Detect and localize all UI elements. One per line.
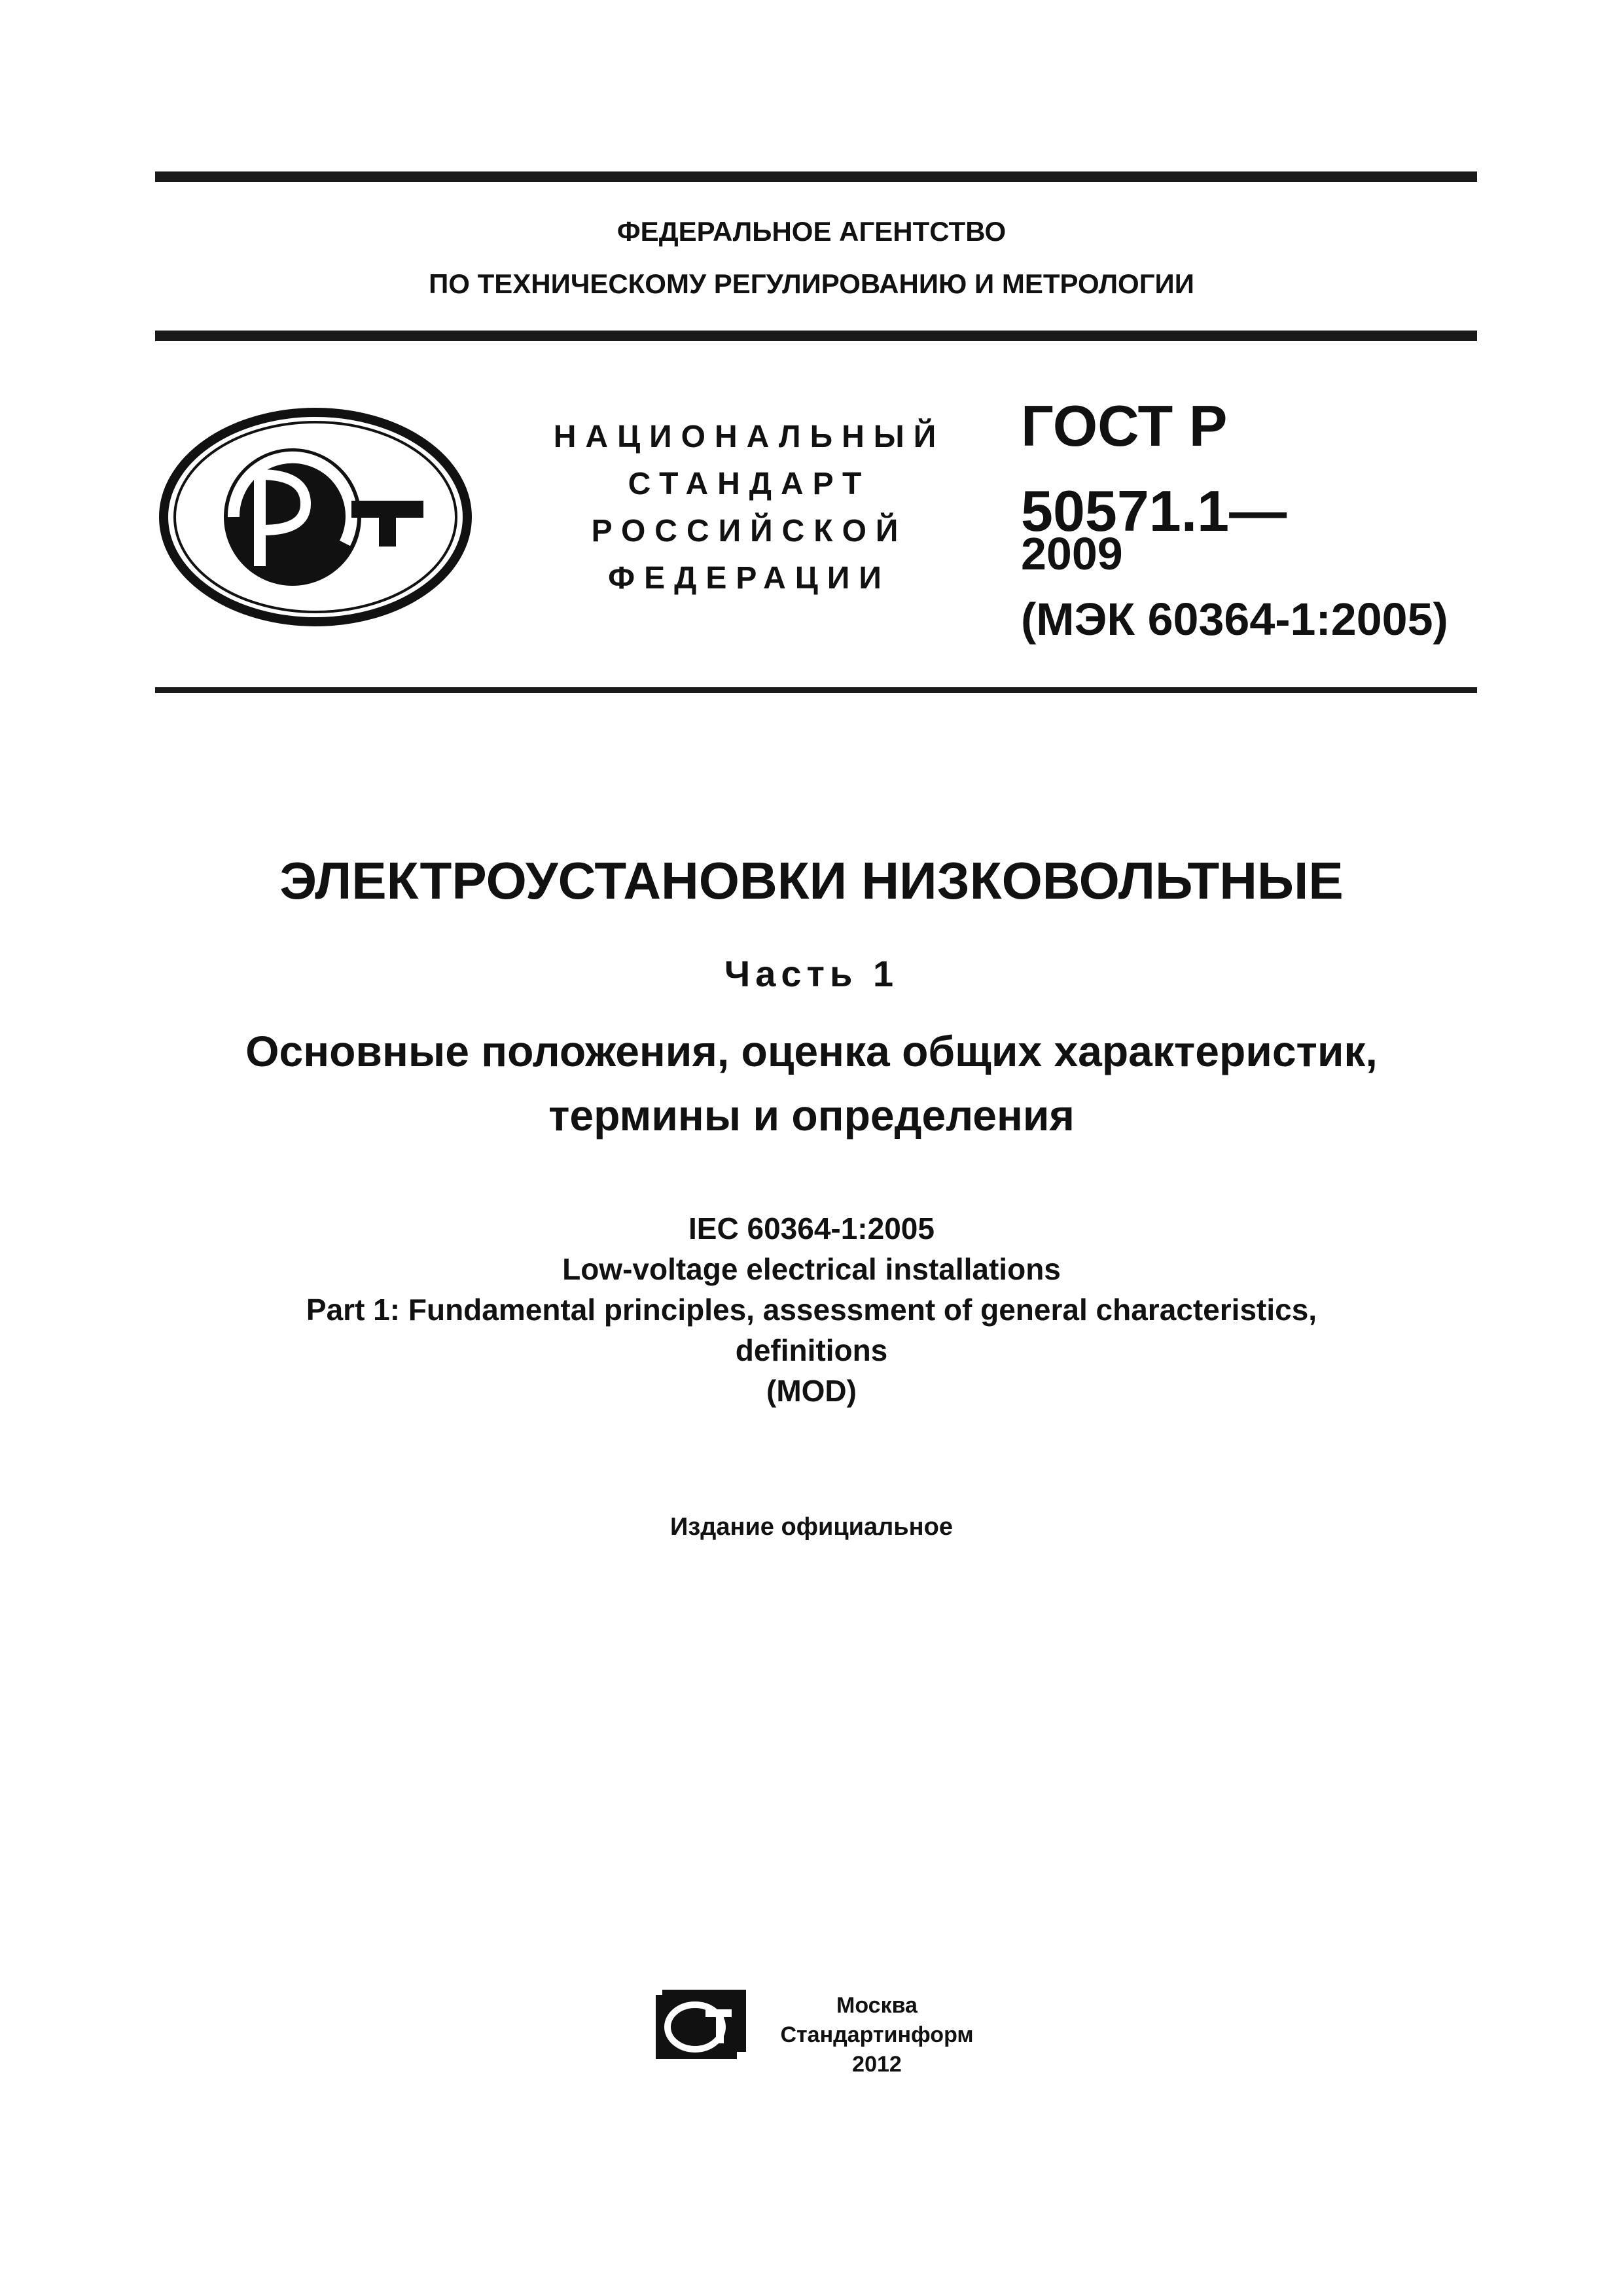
designation-line-3: 2009 <box>1021 528 1123 579</box>
publisher-city: Москва <box>836 1993 918 2018</box>
designation-line-4: (МЭК 60364-1:2005) <box>1021 594 1448 645</box>
national-standard-line-2: СТАНДАРТ <box>628 467 871 501</box>
rst-logo-icon <box>155 403 476 632</box>
iec-line-4: definitions <box>735 1333 888 1367</box>
designation-bottom-rule <box>155 687 1477 693</box>
edition-label: Издание официальное <box>670 1513 953 1541</box>
header-bottom-rule <box>155 331 1477 341</box>
publisher-name: Стандартинформ <box>780 2022 974 2047</box>
standartinform-logo-icon <box>654 1990 746 2062</box>
part-label: Часть 1 <box>724 953 899 994</box>
iec-line-5: (MOD) <box>766 1374 857 1408</box>
subtitle-line-1: Основные положения, оценка общих характеристик, <box>245 1027 1378 1075</box>
agency-line-1: ФЕДЕРАЛЬНОЕ АГЕНТСТВО <box>616 216 1007 247</box>
publisher-year: 2012 <box>852 2052 902 2077</box>
designation-line-2: 50571.1— <box>1021 478 1287 543</box>
national-standard-line-4: ФЕДЕРАЦИИ <box>608 561 891 596</box>
iec-line-1: IEC 60364-1:2005 <box>688 1211 935 1246</box>
iec-line-3: Part 1: Fundamental principles, assessment of general characteristics, <box>306 1293 1317 1327</box>
designation-line-1: ГОСТ Р <box>1021 393 1228 458</box>
main-title: ЭЛЕКТРОУСТАНОВКИ НИЗКОВОЛЬТНЫЕ <box>279 852 1344 910</box>
top-rule <box>155 171 1477 182</box>
national-standard-line-1: НАЦИОНАЛЬНЫЙ <box>553 420 946 454</box>
iec-line-2: Low-voltage electrical installations <box>562 1252 1061 1286</box>
subtitle-line-2: термины и определения <box>548 1091 1075 1139</box>
national-standard-line-3: РОССИЙСКОЙ <box>591 514 908 548</box>
agency-line-2: ПО ТЕХНИЧЕСКОМУ РЕГУЛИРОВАНИЮ И МЕТРОЛОГИИ <box>429 268 1194 299</box>
